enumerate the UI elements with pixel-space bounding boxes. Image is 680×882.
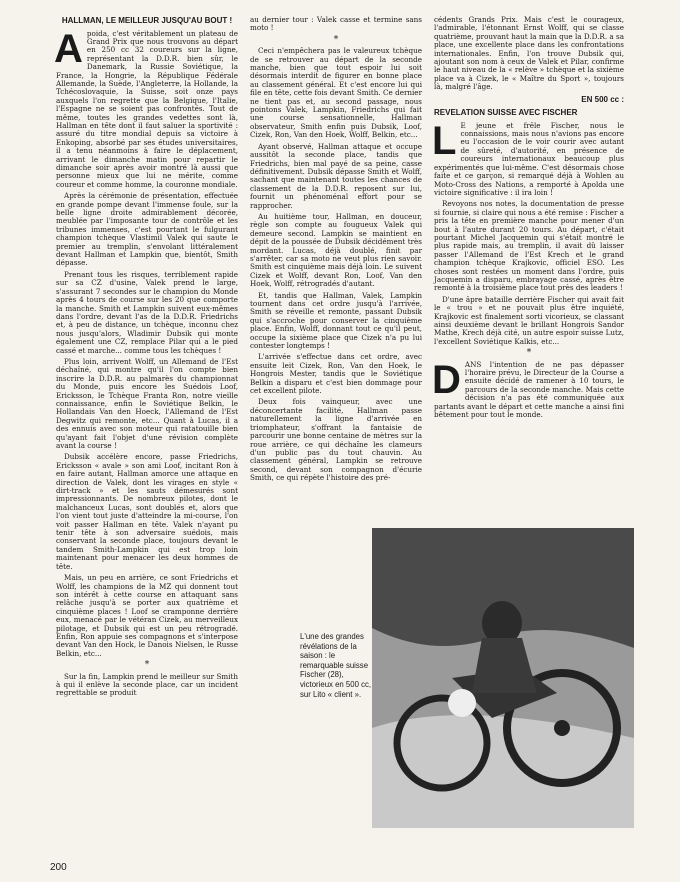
paragraph: D'une âpre bataille derrière Fischer qui avait fait le « trou » et ne pouvait plus être inquiété, Krajkovic est finalement sorti vicorieux, se classant ainsi deuxième devant le brillant Hongrois Sandor Mathe, Krech déjà cité, un autre espoir suisse Lutz, l'excellent Soviétique Kalkis, etc... bbox=[434, 294, 624, 346]
paragraph-text: E jeune et frêle Fischer, nous le connaissions, mais nous n'avions pas encore eu l'occasion de le voir courir avec autant de sûreté, d'autorité, en présence de coureurs internationaux beaucoup plus expérimentés que lui-même. C'est désormais chose faite et ce garçon, si remarqué déjà à Wohlen au Moto-Cross des Nations, a remporté à Apolda une victoire significative : il ira loin ! bbox=[434, 120, 624, 197]
paragraph: Au huitième tour, Hallman, en douceur, règle son compte au fougueux Valek qui demeure second. Lampkin se maintient en dépit de la poussée de Dubsik décidément très mordant. Lucas, déjà doublé, finit par s'arrêter, car sa moto ne veut plus rien savoir. Smith est cinquième mais déjà loin. Le suivent Cizek et Wolff, devant Ron, Loof, Van den Hoek, Wolff, rétrogradés d'autant. bbox=[250, 211, 422, 289]
column-right bbox=[434, 16, 624, 422]
column-middle bbox=[250, 16, 422, 486]
paragraph bbox=[432, 118, 624, 198]
subheading-500cc: EN 500 cc : bbox=[581, 94, 624, 104]
motocross-photo bbox=[372, 528, 634, 828]
paragraph: L'arrivée s'effectue dans cet ordre, avec ensuite leit Cizek, Ron, Van den Hoek, le Hongrois Mester, tandis que le Soviétique Belkin a disparu et c'est bien dommage pour cet excellent pilote. bbox=[250, 352, 422, 396]
paragraph: Revoyons nos notes, la documentation de presse si fournie, si claire qui nous a été remise : Fischer a pris la tête en première manche pour mener d'un bout à l'autre durant 20 tours. Au départ, c'était pourtant Michel Jacquemin qui s'était montré le plus rapide mais, au tremplin, il avait dû laisser passer l'Allemand de l'Est Krech et le grand champion tchèque Krajkovic, officiel ESO. Les choses sont restées un moment dans l'ordre, puis Jacquemin a disparu, embrayage cassé, après être remonté à la troisième place tout près des leaders ! bbox=[434, 199, 624, 293]
page-number: 200 bbox=[50, 862, 67, 873]
paragraph: Après la cérémonie de présentation, effectuée en grande pompe devant l'immense foule, sur la belle ligne droite admirablement décorée, meublée par l'imposante tour de contrôle et les tribunes immenses, c'est pourtant le fulgurant champion tchèque Vlastimil Valek qui saute le premier au tremplin, s'envolant littéralement devant Hallman et Lampkin que, bientôt, Smith dépasse. bbox=[56, 191, 238, 268]
section-star: * bbox=[333, 34, 339, 45]
paragraph: Dubsik accélère encore, passe Friedrichs, Ericksson « avale » son ami Loof, incitant Ron à en faire autant, Hallman amorce une attaque en direction de Valek, dont les virages en style « dirt-track » et les sauts démesurés sont impressionnants. De nombreux pilotes, dont le malchanceux Lucas, sont doublés et, alors que l'on vient tout juste d'atteindre la mi-course, l'on voit passer Hallman en tête. Valek n'ayant pu tenir tête à son adversaire suédois, mais conservant la seconde place, toujours devant le tandem Smith-Lampkin qui est trop loin maintenant pour menacer les deux hommes de tête. bbox=[56, 452, 238, 571]
paragraph-text: ANS l'intention de ne pas dépasser l'horaire prévu, le Directeur de la Course a ensuite décidé de ramener à 10 tours, le parcours de la seconde manche. Mais cette décision n'a pas été communiquée aux partants avant le départ et cette manche a ainsi fini bêtement pour tout le monde. bbox=[434, 359, 624, 420]
paragraph: Ceci n'empêchera pas le valeureux tchèque de se retrouver au départ de la seconde manche, bien que tout espoir lui soit désormais interdit de figurer en bonne place au classement général. Et c'est encore lui qui file en tête, cette fois devant Smith. Ce dernier ne tient pas et, au second passage, nous pointons Valek, Lampkin, Friedrichs qui fait une course sensationnelle, Hallman observateur, Smith enfin puis Dubsik, Loof, Cizek, Ron, Van den Hoek, Wolff, Belkin, etc... bbox=[250, 46, 422, 140]
photo-caption: L'une des grandes révélations de la saison : le remarquable suisse Fischer (28), victorieux en 500 cc, sur Lito « client ». bbox=[300, 632, 372, 699]
paragraph bbox=[432, 357, 624, 420]
paragraph: cédents Grands Prix. Mais c'est le courageux, l'admirable, l'étonnant Ernst Wolff, qui se classe quatrième, prouvant haut la main que la D.D.R. a sa place, une excellente place dans les confrontations internationales. Enfin, l'on trouve Dubsik qui, ajoutant son nom à ceux de Valek et Pilar, confirme le haut niveau de la « relève » tchèque et la sixième place va à Cizek, le « Maître du Sport », toujours là, malgré l'âge. bbox=[434, 15, 624, 92]
paragraph: Prenant tous les risques, terriblement rapide sur sa CZ d'usine, Valek prend le large, s'assurant 7 secondes sur le champion du Monde après 4 tours de course sur les 20 que comporte la manche. Smith et Lampkin suivent eux-mêmes dans l'ordre, devant l'as de la D.D.R. Friedrichs et, à peu de distance, un tchèque, inconnu chez nous jusqu'alors, Wladimir Dubsik qui monte également une CZ, remplace Pilar qui a le pied cassé et marche... comme tous les tchèques ! bbox=[56, 269, 238, 355]
paragraph: Deux fois vainqueur, avec une déconcertante facilité, Hallman passe naturellement la ligne d'arrivée en triomphateur, s'offrant la fantaisie de parcourir une bonne centaine de mètres sur la roue arrière, ce qui déchaîne les clameurs d'un public pas du tout chauvin. Au classement général, Lampkin se retrouve second, devant son compagnon d'écurie Smith, ce qui répète l'histoire des pré- bbox=[250, 397, 422, 483]
subheading-fischer: REVELATION SUISSE AVEC FISCHER bbox=[434, 108, 578, 118]
paragraph: Sur la fin, Lampkin prend le meilleur sur Smith à qui il enlève la seconde place, car un incident regrettable se produit bbox=[56, 671, 238, 698]
column-left bbox=[56, 16, 238, 701]
lead-paragraph bbox=[54, 26, 238, 190]
section-star: * bbox=[526, 348, 532, 359]
rider-illustration bbox=[372, 528, 634, 828]
dropcap-a: A bbox=[54, 26, 83, 71]
dropcap-l: L bbox=[432, 118, 457, 163]
paragraph: Mais, un peu en arrière, ce sont Friedrichs et Wolff, les champions de la MZ qui donnent tout son intérêt à cette course en attaquant sans relâche jusqu'à se porter aux quatrième et cinquième places ! Loof se cramponne derrière eux, menacé par le vétéran Cizek, au merveilleux pilotage, et Dubsik qui est un peu rétrogradé. Enfin, Ron appuie ses compagnons et s'interpose devant Van den Hock, le Danois Nielsen, le Russe Belkin, etc... bbox=[56, 573, 238, 658]
lead-paragraph-text: poida, c'est véritablement un plateau de Grand Prix que nous trouvons au départ en 250 cc 32 coureurs sur la ligne, représentant la D.D.R. bien sûr, le Danemark, la Russie Soviétique, la France, la Hongrie, la République Fédérale Allemande, la Suède, l'Angleterre, la Hollande, la Tchécoslovaquie, la Suisse, soit onze pays auxquels l'on regrette que la Belgique, l'Italie, l'Espagne ne se soient pas confrontés. Tout de même, toutes les grandes vedettes sont là, Hallman en tête dont il faut saluer la sportivité : assuré du titre mondial depuis sa victoire à Enkoping, absorbé par ses études universitaires, il a tenu néanmoins à faire le déplacement, arrivant le dimanche matin pour repartir le dimanche soir après avoir montré là aussi que personne mieux que lui ne mérite, comme coureur et comme homme, la couronne mondiale. bbox=[56, 28, 238, 189]
dropcap-d: D bbox=[432, 357, 461, 402]
paragraph: Et, tandis que Hallman, Valek, Lampkin tournent dans cet ordre jusqu'à l'arrivée, Smith se réveille et remonte, passant Dubsik qui s'accroche pour conserver la cinquième place. Enfin, Wolff, donnant tout ce qu'il peut, occupe la sixième place que Cizek n'a pu lui contester longtemps ! bbox=[250, 290, 422, 351]
article-heading-250cc: HALLMAN, LE MEILLEUR JUSQU'AU BOUT ! bbox=[61, 16, 233, 25]
section-star: * bbox=[144, 660, 150, 671]
paragraph: au dernier tour : Valek casse et termine sans moto ! bbox=[250, 15, 422, 33]
paragraph: Ayant observé, Hallman attaque et occupe aussitôt la seconde place, tandis que Friedrichs, bien mal payé de sa peine, casse définitivement. Dubsik dépasse Smith et Wolff, sachant que maintenant toutes les chances de classement de la D.D.R. reposent sur lui, fournit un phénoménal effort pour se rapprocher. bbox=[250, 141, 422, 210]
paragraph: Plus loin, arrivent Wolff, un Allemand de l'Est déchaîné, qui montre qu'il l'on compte bien inscrire la D.D.R. au palmarès du championnat du Monde, puis encore les Suédois Loof, Ericksson, le Tchèque Franta Ron, notre vieille connaissance, enfin le Soviétique Belkin, le Hollandais Van den Hoeck, l'Allemand de l'Est Degwitz qui remonte, etc... Quant à Lucas, il a des ennuis avec son moteur qui ratatouille bien qu'ayant fait l'objet d'une révision complète avant la course ! bbox=[56, 356, 238, 450]
